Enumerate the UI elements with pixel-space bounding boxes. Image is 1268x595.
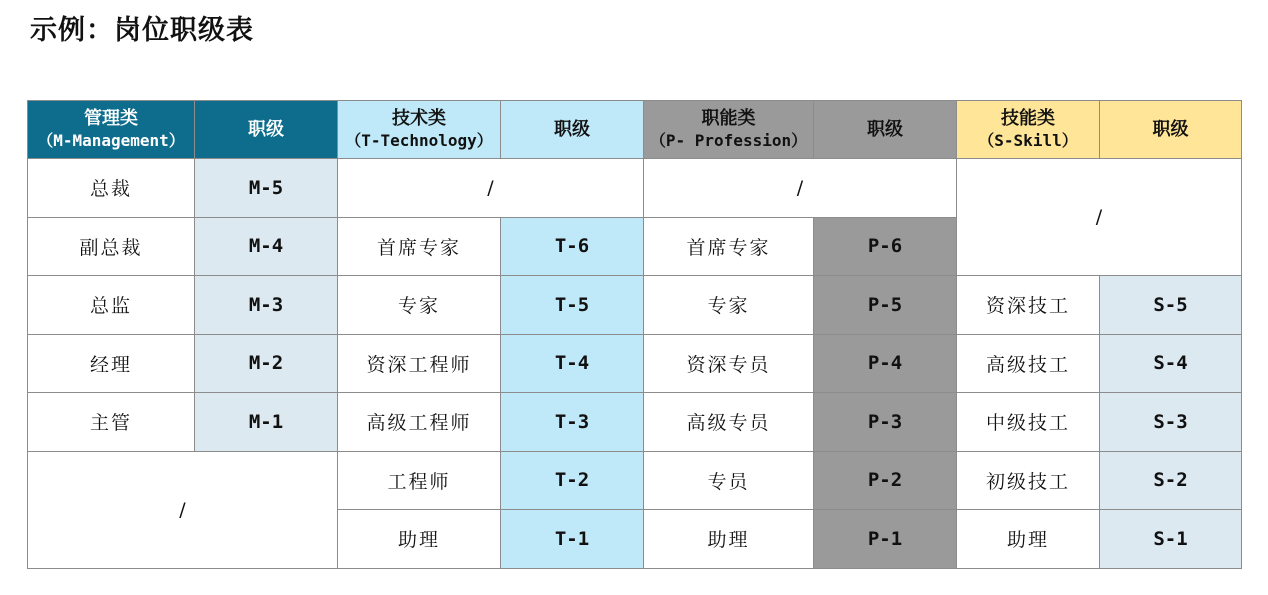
skill-title: 资深技工	[957, 276, 1100, 335]
header-management-sub: （M-Management）	[37, 130, 185, 150]
page-title: 示例：岗位职级表	[30, 15, 254, 46]
management-grade: M-4	[195, 217, 338, 276]
management-title: 总监	[28, 276, 195, 335]
technology-title: 工程师	[338, 451, 501, 510]
header-technology-sub: （T-Technology）	[345, 130, 493, 150]
header-skill	[957, 101, 1100, 159]
header-technology-label: 技术类	[392, 107, 446, 129]
management-grade: M-2	[195, 334, 338, 393]
technology-grade: T-4	[501, 334, 644, 393]
profession-title: 专家	[644, 276, 814, 335]
header-management	[28, 101, 195, 159]
technology-empty: /	[338, 159, 644, 218]
profession-grade: P-2	[814, 451, 957, 510]
skill-title: 助理	[957, 510, 1100, 569]
profession-grade: P-6	[814, 217, 957, 276]
header-technology	[338, 101, 501, 159]
table-header-row	[28, 101, 1242, 159]
header-profession-grade: 职级	[814, 101, 957, 159]
header-skill-sub: （S-Skill）	[978, 130, 1078, 150]
table-row	[28, 451, 1242, 510]
profession-title: 助理	[644, 510, 814, 569]
technology-title: 资深工程师	[338, 334, 501, 393]
header-management-label: 管理类	[84, 107, 138, 129]
technology-grade: T-1	[501, 510, 644, 569]
skill-grade: S-5	[1100, 276, 1242, 335]
technology-grade: T-2	[501, 451, 644, 510]
profession-empty: /	[644, 159, 957, 218]
technology-grade: T-6	[501, 217, 644, 276]
profession-title: 首席专家	[644, 217, 814, 276]
table-row	[28, 334, 1242, 393]
skill-empty: /	[957, 159, 1242, 276]
header-skill-label: 技能类	[1001, 107, 1055, 129]
profession-grade: P-5	[814, 276, 957, 335]
profession-title: 高级专员	[644, 393, 814, 452]
management-title: 副总裁	[28, 217, 195, 276]
skill-grade: S-2	[1100, 451, 1242, 510]
technology-grade: T-5	[501, 276, 644, 335]
skill-title: 高级技工	[957, 334, 1100, 393]
profession-grade: P-4	[814, 334, 957, 393]
profession-grade: P-3	[814, 393, 957, 452]
table-row	[28, 393, 1242, 452]
management-title: 主管	[28, 393, 195, 452]
header-profession-label: 职能类	[701, 107, 756, 129]
management-title: 总裁	[28, 159, 195, 218]
management-grade: M-1	[195, 393, 338, 452]
table-row	[28, 276, 1242, 335]
profession-title: 资深专员	[644, 334, 814, 393]
technology-title: 高级工程师	[338, 393, 501, 452]
profession-title: 专员	[644, 451, 814, 510]
management-grade: M-5	[195, 159, 338, 218]
technology-title: 助理	[338, 510, 501, 569]
skill-title: 初级技工	[957, 451, 1100, 510]
header-profession-sub: （P- Profession）	[649, 130, 808, 150]
management-title: 经理	[28, 334, 195, 393]
technology-title: 首席专家	[338, 217, 501, 276]
skill-grade: S-1	[1100, 510, 1242, 569]
management-grade: M-3	[195, 276, 338, 335]
technology-grade: T-3	[501, 393, 644, 452]
header-technology-grade: 职级	[501, 101, 644, 159]
technology-title: 专家	[338, 276, 501, 335]
header-skill-grade: 职级	[1100, 101, 1242, 159]
skill-grade: S-4	[1100, 334, 1242, 393]
skill-title: 中级技工	[957, 393, 1100, 452]
job-grade-table	[27, 100, 1242, 569]
skill-grade: S-3	[1100, 393, 1242, 452]
table-row	[28, 159, 1242, 218]
header-profession	[644, 101, 814, 159]
management-empty: /	[28, 451, 338, 568]
header-management-grade: 职级	[195, 101, 338, 159]
profession-grade: P-1	[814, 510, 957, 569]
